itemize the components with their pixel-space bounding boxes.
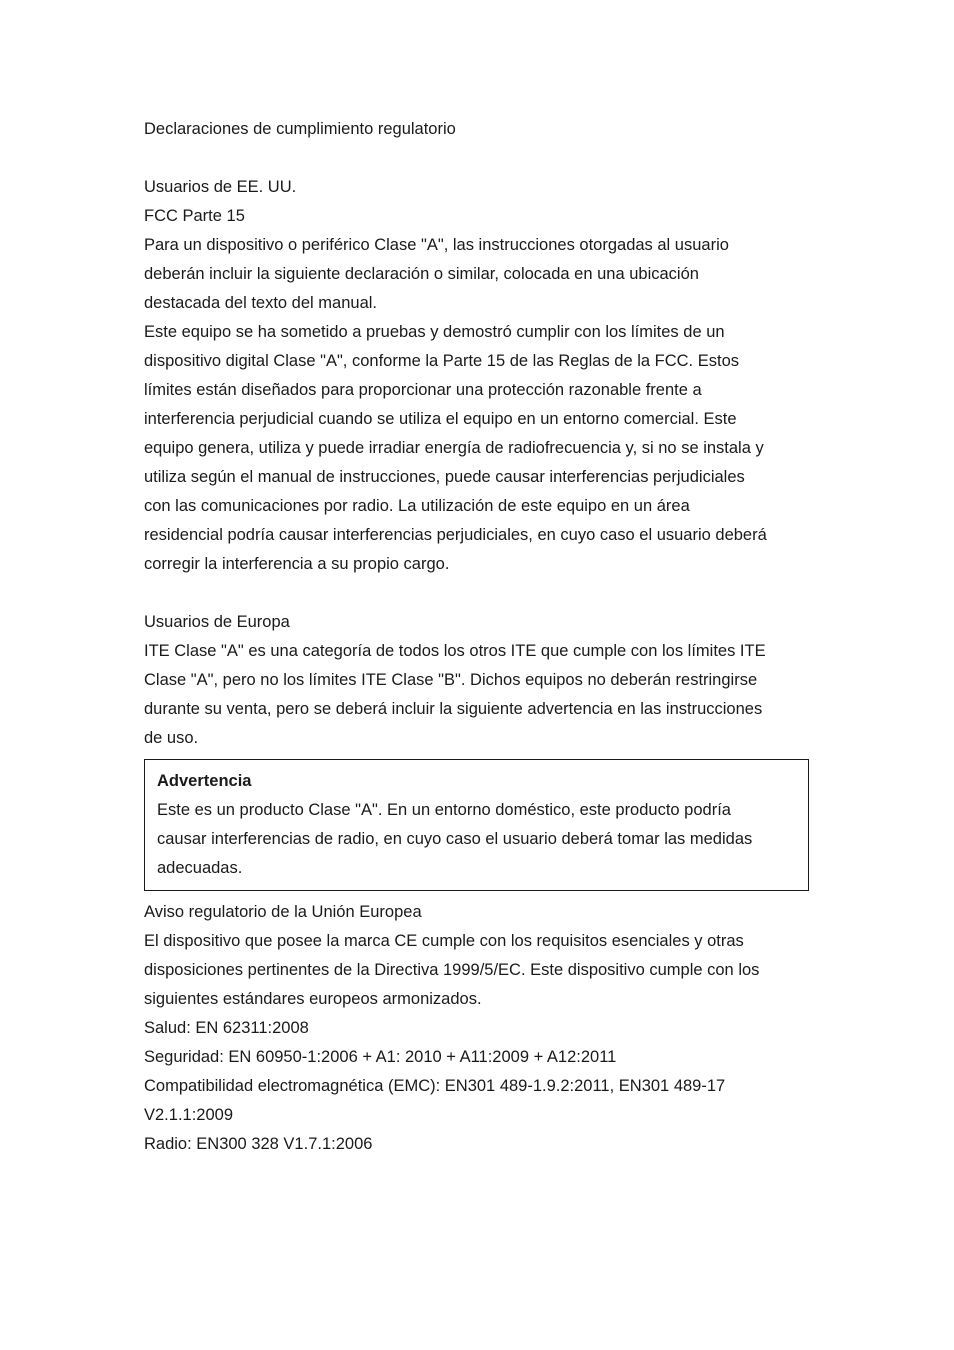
fcc-statement-line: corregir la interferencia a su propio cargo. bbox=[144, 555, 450, 573]
spacer bbox=[144, 144, 810, 173]
fcc-statement-line: interferencia perjudicial cuando se utiliza el equipo en un entorno comercial. Este bbox=[144, 410, 737, 428]
document-content bbox=[144, 115, 810, 1159]
eu-notice-body-line: siguientes estándares europeos armonizados. bbox=[144, 990, 482, 1008]
standard-radio: Radio: EN300 328 V1.7.1:2006 bbox=[144, 1135, 373, 1153]
europe-users-section bbox=[144, 608, 810, 753]
fcc-statement-line: utiliza según el manual de instrucciones, puede causar interferencias perjudiciales bbox=[144, 468, 745, 486]
europe-body-line: Clase "A", pero no los límites ITE Clase "B". Dichos equipos no deberán restringirse bbox=[144, 671, 758, 689]
eu-regulatory-notice-section bbox=[144, 898, 810, 1159]
fcc-part-15-heading: FCC Parte 15 bbox=[144, 207, 245, 225]
warning-body-line: Este es un producto Clase "A". En un entorno doméstico, este producto podría bbox=[157, 801, 731, 819]
fcc-statement-line: dispositivo digital Clase "A", conforme la Parte 15 de las Reglas de la FCC. Estos bbox=[144, 352, 739, 370]
standard-emc: Compatibilidad electromagnética (EMC): EN301 489-1.9.2:2011, EN301 489-17 bbox=[144, 1077, 726, 1095]
us-intro-line: Para un dispositivo o periférico Clase "A", las instrucciones otorgadas al usuario bbox=[144, 236, 729, 254]
europe-body-line: durante su venta, pero se deberá incluir la siguiente advertencia en las instrucciones bbox=[144, 700, 763, 718]
spacer bbox=[144, 579, 810, 608]
standard-health: Salud: EN 62311:2008 bbox=[144, 1019, 309, 1037]
eu-notice-heading: Aviso regulatorio de la Unión Europea bbox=[144, 903, 422, 921]
us-intro-line: deberán incluir la siguiente declaración o similar, colocada en una ubicación bbox=[144, 265, 699, 283]
standard-safety: Seguridad: EN 60950-1:2006 + A1: 2010 + A11:2009 + A12:2011 bbox=[144, 1048, 617, 1066]
document-title: Declaraciones de cumplimiento regulatorio bbox=[144, 120, 456, 138]
europe-users-heading: Usuarios de Europa bbox=[144, 613, 290, 631]
europe-body-line: ITE Clase "A" es una categoría de todos los otros ITE que cumple con los límites ITE bbox=[144, 642, 766, 660]
standard-emc-continued: V2.1.1:2009 bbox=[144, 1106, 233, 1124]
europe-body-line: de uso. bbox=[144, 729, 199, 747]
eu-notice-body-line: El dispositivo que posee la marca CE cumple con los requisitos esenciales y otras bbox=[144, 932, 744, 950]
warning-body-line: causar interferencias de radio, en cuyo caso el usuario deberá tomar las medidas bbox=[157, 830, 753, 848]
warning-box bbox=[144, 759, 809, 891]
us-users-heading: Usuarios de EE. UU. bbox=[144, 178, 297, 196]
fcc-statement-line: residencial podría causar interferencias perjudiciales, en cuyo caso el usuario deberá bbox=[144, 526, 767, 544]
warning-title: Advertencia bbox=[157, 772, 252, 790]
fcc-statement-line: con las comunicaciones por radio. La utilización de este equipo en un área bbox=[144, 497, 690, 515]
fcc-statement-line: equipo genera, utiliza y puede irradiar energía de radiofrecuencia y, si no se instala y bbox=[144, 439, 764, 457]
fcc-statement-line: Este equipo se ha sometido a pruebas y demostró cumplir con los límites de un bbox=[144, 323, 725, 341]
us-users-section bbox=[144, 173, 810, 579]
fcc-statement-line: límites están diseñados para proporcionar una protección razonable frente a bbox=[144, 381, 702, 399]
us-intro-line: destacada del texto del manual. bbox=[144, 294, 377, 312]
warning-body-line: adecuadas. bbox=[157, 859, 243, 877]
eu-notice-body-line: disposiciones pertinentes de la Directiva 1999/5/EC. Este dispositivo cumple con los bbox=[144, 961, 760, 979]
